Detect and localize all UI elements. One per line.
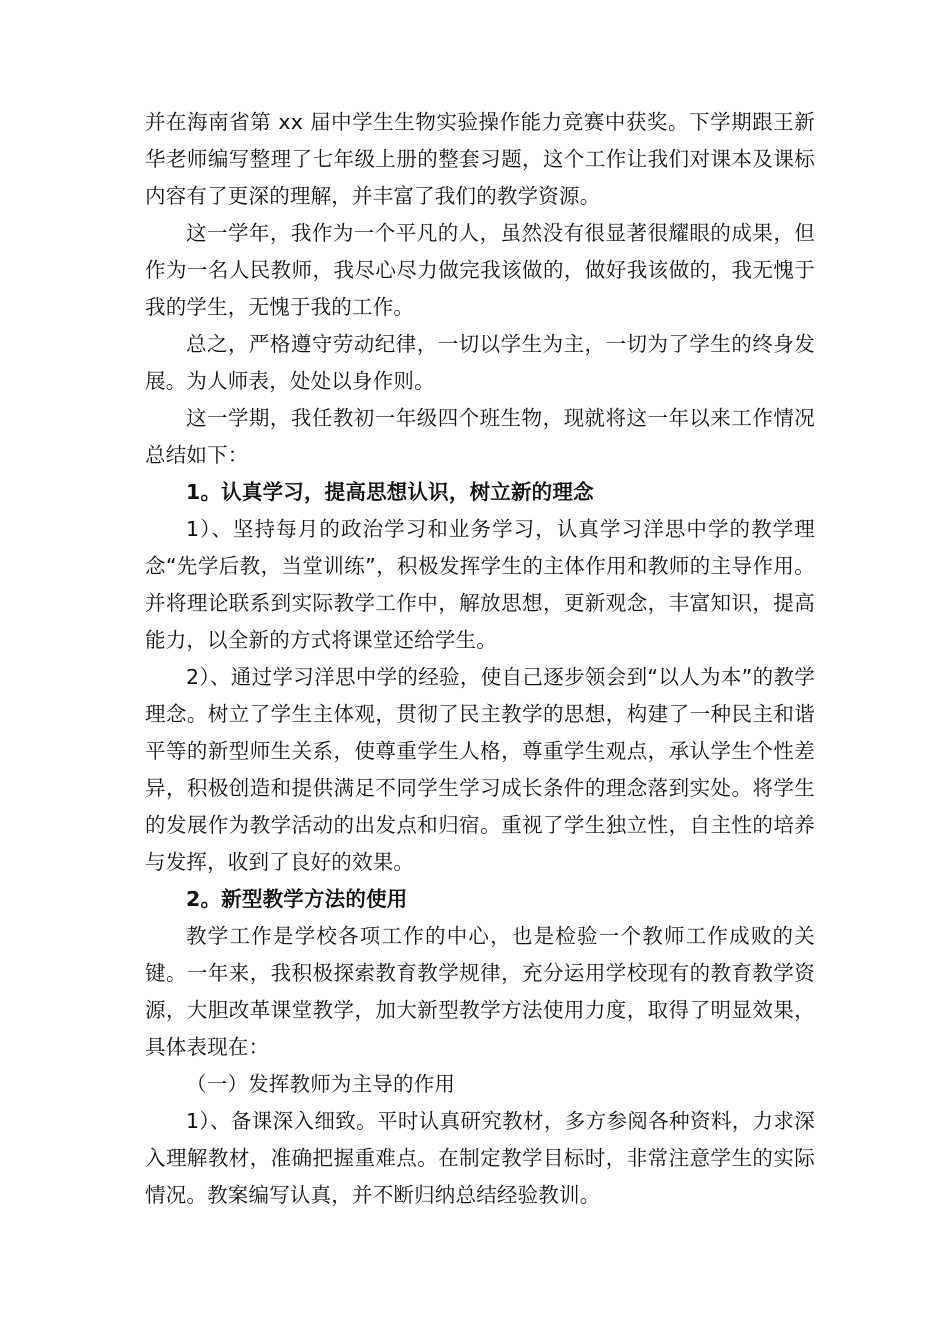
sub-heading-teacher-role: （一）发挥教师为主导的作用 — [186, 1072, 456, 1096]
paragraph-intro: 这一学期，我任教初一年级四个班生物，现就将这一年以来工作情况总结如下： — [145, 406, 815, 467]
section-heading-2: 2。新型教学方法的使用 — [186, 887, 408, 911]
paragraph-study-1: 1）、坚持每月的政治学习和业务学习，认真学习洋思中学的教学理念“先学后教，当堂训练”，积极发挥学生的主体作用和教师的主导作用。并将理论联系到实际教学工作中，解放思想，更新观念，丰富知识，提高能力，以全新的方式将课堂还给学生。 — [145, 517, 815, 652]
paragraph-reflection: 这一学年，我作为一个平凡的人，虽然没有很显著很耀眼的成果，但作为一名人民教师，我尽心尽力做完我该做的，做好我该做的，我无愧于我的学生，无愧于我的工作。 — [145, 221, 815, 319]
section-heading-1: 1。认真学习，提高思想认识，树立新的理念 — [186, 480, 594, 504]
document-page — [145, 104, 815, 1214]
paragraph-summary: 总之，严格遵守劳动纪律，一切以学生为主，一切为了学生的终身发展。为人师表，处处以身作则。 — [145, 332, 815, 393]
paragraph-lesson-prep: 1）、备课深入细致。平时认真研究教材，多方参阅各种资料，力求深入理解教材，准确把握重难点。在制定教学目标时，非常注意学生的实际情况。教案编写认真，并不断归纳总结经验教训。 — [145, 1109, 815, 1207]
paragraph-methods: 教学工作是学校各项工作的中心，也是检验一个教师工作成败的关键。一年来，我积极探索教育教学规律，充分运用学校现有的教育教学资源，大胆改革课堂教学，加大新型教学方法使用力度，取得了明显效果，具体表现在： — [145, 924, 815, 1059]
paragraph-study-2: 2）、通过学习洋思中学的经验，使自己逐步领会到“以人为本”的教学理念。树立了学生主体观，贯彻了民主教学的思想，构建了一种民主和谐平等的新型师生关系，使尊重学生人格，尊重学生观点，承认学生个性差异，积极创造和提供满足不同学生学习成长条件的理念落到实处。将学生的发展作为教学活动的出发点和归宿。重视了学生独立性，自主性的培养与发挥，收到了良好的效果。 — [145, 665, 815, 874]
paragraph-continuation: 并在海南省第 xx 届中学生生物实验操作能力竞赛中获奖。下学期跟王新华老师编写整理了七年级上册的整套习题，这个工作让我们对课本及课标内容有了更深的理解，并丰富了我们的教学资源。 — [145, 110, 815, 208]
